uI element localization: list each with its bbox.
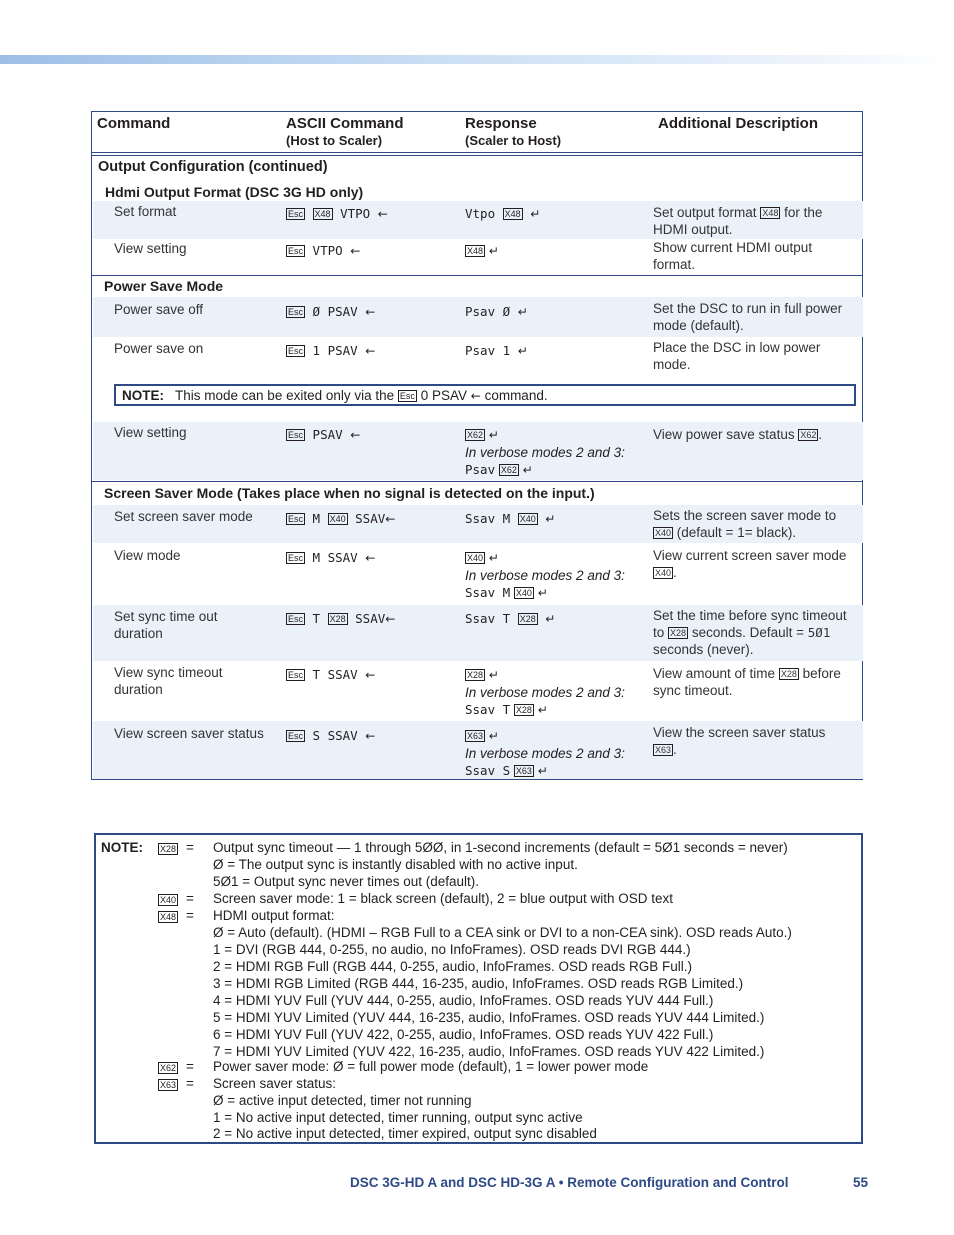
ascii-text: M SSAV [312, 550, 358, 565]
ascii-view-mode [286, 549, 456, 567]
ascii-text: T SSAV [312, 667, 358, 682]
ascii-text: T [312, 611, 321, 626]
cmd-power-on: Power save on [114, 341, 204, 356]
note-text: 0 PSAV [420, 388, 467, 403]
x62-key [158, 1059, 178, 1076]
desc-text: seconds (never). [653, 642, 754, 657]
header-response-sub: (Scaler to Host) [465, 133, 562, 148]
note-line: 3 = HDMI RGB Limited (RGB 444, 16-235, audio, InfoFrames. OSD reads RGB Limited.) [213, 976, 744, 991]
enter-arrow-icon: ← [365, 668, 376, 682]
header-description: Additional Description [658, 115, 819, 132]
x40-key: X40 [655, 528, 672, 538]
header-command: Command [97, 115, 171, 132]
desc-text: for the HDMI output. [653, 205, 823, 237]
x28-key: X28 [329, 614, 346, 624]
esc-key: Esc [288, 346, 304, 356]
desc-text: . [673, 742, 677, 757]
esc-key: Esc [288, 514, 304, 524]
x62-key: X62 [467, 430, 484, 440]
ascii-set-format [286, 205, 456, 223]
note-line: Ø = Auto (default). (HDMI – RGB Full to a CEA sink or DVI to a non-CEA sink). OSD reads Auto.) [213, 925, 792, 940]
x28-key: X28 [515, 705, 532, 715]
header-ascii: ASCII Command [286, 115, 404, 132]
note-line: 2 = No active input detected, timer expired, output sync disabled [213, 1126, 597, 1141]
ascii-view-sync [286, 666, 456, 684]
return-icon: ↵ [488, 244, 499, 258]
esc-key: Esc [288, 307, 304, 317]
note-line: 7 = HDMI YUV Limited (YUV 422, 16-235, audio, InfoFrames. OSD reads YUV 422 Limited.) [213, 1044, 765, 1059]
x48-key: X48 [762, 208, 779, 218]
x63-key [158, 1076, 178, 1093]
return-icon: ↵ [537, 586, 548, 600]
desc-view-status [653, 724, 853, 758]
enter-arrow-icon: ← [350, 244, 361, 258]
resp-view-sync [465, 666, 645, 719]
return-icon: ↵ [517, 344, 528, 358]
enter-arrow-icon: ← [385, 512, 396, 526]
resp-power-view [465, 426, 645, 479]
resp-text: Psav Ø [465, 304, 511, 319]
note-line: 5Ø1 = Output sync never times out (default). [213, 874, 480, 889]
x40-key: X40 [515, 588, 532, 598]
note-line: 1 = No active input detected, timer running, output sync active [213, 1110, 583, 1125]
resp-text: Ssav S [465, 763, 511, 778]
x62-key: X62 [800, 430, 817, 440]
resp-text: Ssav M [465, 511, 511, 526]
enter-arrow-icon: ← [365, 729, 376, 743]
cmd-set-format: Set format [114, 204, 177, 219]
cmd-set-sync: Set sync time out duration [114, 609, 218, 641]
table-header [92, 112, 862, 156]
note-label: NOTE: [122, 388, 164, 403]
x48-key: X48 [504, 209, 521, 219]
equals-sign: = [186, 1076, 194, 1091]
x28-key: X28 [519, 614, 536, 624]
x48-key: X48 [467, 246, 484, 256]
enter-arrow-icon: ← [350, 428, 361, 442]
ascii-text: SSAV [355, 611, 386, 626]
ascii-text: VTPO [340, 206, 371, 221]
ascii-text: SSAV [355, 511, 386, 526]
desc-view-setting: Show current HDMI output format. [653, 240, 813, 272]
section-divider [92, 275, 862, 276]
return-icon: ↵ [517, 305, 528, 319]
ascii-text: Ø PSAV [312, 304, 358, 319]
note-line: 5 = HDMI YUV Limited (YUV 444, 16-235, audio, InfoFrames. OSD reads YUV 444 Limited.) [213, 1010, 765, 1025]
desc-set-saver [653, 507, 853, 541]
resp-text: Vtpo [465, 206, 496, 221]
esc-key: Esc [288, 731, 304, 741]
desc-text: View amount of time [653, 666, 776, 681]
return-icon: ↵ [537, 764, 548, 778]
x63-key: X63 [515, 766, 532, 776]
x40-key: X40 [519, 514, 536, 524]
desc-text: . [673, 565, 677, 580]
enter-arrow-icon: ← [385, 612, 396, 626]
enter-arrow-icon: ← [377, 207, 388, 221]
footer-title: DSC 3G-HD A and DSC HD-3G A • Remote Configuration and Control [350, 1175, 789, 1190]
x63-key: X63 [655, 745, 672, 755]
variables-note [94, 833, 863, 1144]
desc-view-sync [653, 665, 853, 699]
equals-sign: = [186, 908, 194, 923]
command-table [91, 111, 863, 780]
x28-key: X28 [670, 628, 687, 638]
x62-key: X62 [500, 465, 517, 475]
return-icon: ↵ [488, 551, 499, 565]
cmd-set-saver: Set screen saver mode [114, 509, 253, 524]
esc-key: Esc [288, 614, 304, 624]
note-label: NOTE: [101, 840, 143, 855]
ascii-text: PSAV [312, 427, 343, 442]
verbose-note: In verbose modes 2 and 3: [465, 685, 625, 700]
ascii-text: 1 PSAV [312, 343, 358, 358]
return-icon: ↵ [522, 463, 533, 477]
ascii-power-off [286, 303, 456, 321]
ascii-set-saver [286, 510, 456, 528]
x48-key [158, 908, 178, 925]
resp-set-format [465, 205, 645, 223]
desc-power-on: Place the DSC in low power mode. [653, 340, 821, 372]
x40-key [158, 891, 178, 908]
resp-text: Ssav M [465, 585, 511, 600]
saver-subsection-title: Screen Saver Mode (Takes place when no signal is detected on the input.) [104, 485, 595, 501]
x40-key: X40 [329, 514, 346, 524]
desc-text: 5Ø1 [807, 625, 831, 640]
cmd-power-view: View setting [114, 425, 187, 440]
enter-arrow-icon: ← [365, 305, 376, 319]
section-divider [92, 481, 862, 482]
ascii-set-sync [286, 610, 456, 628]
note-line: 1 = DVI (RGB 444, 0-255, no audio, no InfoFrames). OSD reads DVI RGB 444.) [213, 942, 691, 957]
note-line: 6 = HDMI YUV Full (YUV 422, 0-255, audio, InfoFrames. OSD reads YUV 422 Full.) [213, 1027, 714, 1042]
note-line: Ø = active input detected, timer not running [213, 1093, 472, 1108]
ascii-power-on [286, 342, 456, 360]
verbose-note: In verbose modes 2 and 3: [465, 568, 625, 583]
esc-key: Esc [288, 430, 304, 440]
x40-key-text: X40 [160, 895, 177, 905]
ascii-text: VTPO [312, 243, 343, 258]
resp-text: Ssav T [465, 702, 511, 717]
note-text: This mode can be exited only via the [175, 388, 395, 403]
note-line: Power saver mode: Ø = full power mode (default), 1 = lower power mode [213, 1059, 649, 1074]
resp-view-setting [465, 242, 645, 260]
ascii-view-setting [286, 242, 456, 260]
resp-set-sync [465, 610, 645, 628]
return-icon: ↵ [545, 612, 556, 626]
return-icon: ↵ [530, 207, 541, 221]
cmd-power-off: Power save off [114, 302, 204, 317]
header-gradient-bar [0, 55, 954, 64]
esc-key: Esc [288, 670, 304, 680]
desc-set-sync [653, 607, 853, 658]
return-icon: ↵ [537, 703, 548, 717]
x28-key: X28 [467, 670, 484, 680]
note-line: 2 = HDMI RGB Full (RGB 444, 0-255, audio, InfoFrames. OSD reads RGB Full.) [213, 959, 693, 974]
header-double-rule [92, 152, 862, 156]
desc-text: View power save status [653, 427, 795, 442]
equals-sign: = [186, 891, 194, 906]
equals-sign: = [186, 840, 194, 855]
resp-power-off [465, 303, 645, 321]
x63-key-text: X63 [160, 1080, 177, 1090]
power-note-text [122, 387, 852, 405]
resp-text: Psav [465, 462, 496, 477]
equals-sign: = [186, 1059, 194, 1074]
ascii-text: M [312, 511, 321, 526]
note-line: Screen saver mode: 1 = black screen (default), 2 = blue output with OSD text [213, 891, 673, 906]
ascii-text: S SSAV [312, 728, 358, 743]
desc-view-mode [653, 547, 853, 581]
desc-text: Sets the screen saver mode to [653, 508, 837, 523]
note-line: 4 = HDMI YUV Full (YUV 444, 0-255, audio, InfoFrames. OSD reads YUV 444 Full.) [213, 993, 714, 1008]
esc-key: Esc [399, 391, 415, 401]
resp-power-on [465, 342, 645, 360]
return-icon: ↵ [488, 428, 499, 442]
resp-text: Ssav T [465, 611, 511, 626]
return-icon: ↵ [488, 668, 499, 682]
page-number: 55 [853, 1175, 869, 1190]
return-icon: ↵ [488, 729, 499, 743]
esc-key: Esc [288, 209, 304, 219]
cmd-view-setting: View setting [114, 241, 187, 256]
x28-key [158, 840, 178, 857]
note-line: Screen saver status: [213, 1076, 337, 1091]
desc-text: (default = 1= black). [676, 525, 797, 540]
cmd-view-status: View screen saver status [114, 726, 264, 741]
section-title: Output Configuration (continued) [98, 159, 328, 175]
x63-key: X63 [467, 731, 484, 741]
x40-key: X40 [467, 553, 484, 563]
enter-arrow-icon: ← [365, 551, 376, 565]
note-line: HDMI output format: [213, 908, 335, 923]
x48-key-text: X48 [160, 912, 177, 922]
esc-key: Esc [288, 553, 304, 563]
header-ascii-sub: (Host to Scaler) [286, 133, 383, 148]
x62-key-text: X62 [160, 1063, 177, 1073]
desc-power-off: Set the DSC to run in full power mode (default). [653, 301, 843, 333]
cmd-view-mode: View mode [114, 548, 181, 563]
x48-key: X48 [314, 209, 331, 219]
resp-view-status [465, 727, 645, 780]
note-text: command. [484, 388, 548, 403]
enter-arrow-icon: ← [470, 389, 481, 403]
return-icon: ↵ [545, 512, 556, 526]
power-note [114, 384, 856, 406]
cmd-view-sync: View sync timeout duration [114, 665, 223, 697]
header-response: Response [465, 115, 537, 132]
note-line: Output sync timeout — 1 through 5ØØ, in 1-second increments (default = 5Ø1 seconds = never) [213, 840, 788, 855]
desc-text: before sync timeout. [653, 666, 841, 698]
resp-set-saver [465, 510, 645, 528]
hdmi-subsection-title: Hdmi Output Format (DSC 3G HD only) [105, 184, 364, 200]
ascii-view-status [286, 727, 456, 745]
verbose-note: In verbose modes 2 and 3: [465, 445, 625, 460]
desc-text: Set the time before sync timeout to [653, 608, 847, 640]
enter-arrow-icon: ← [365, 344, 376, 358]
desc-text: seconds. Default = [691, 625, 805, 640]
x28-key: X28 [780, 669, 797, 679]
resp-view-mode [465, 549, 645, 602]
desc-text: Set output format [653, 205, 757, 220]
note-line: Ø = The output sync is instantly disabled with no active input. [213, 857, 578, 872]
resp-text: Psav 1 [465, 343, 511, 358]
esc-key: Esc [288, 246, 304, 256]
power-subsection-title: Power Save Mode [104, 278, 224, 294]
desc-set-format [653, 204, 853, 238]
desc-power-view: View power save status X62 . [653, 427, 823, 442]
x28-key-text: X28 [160, 844, 177, 854]
x40-key: X40 [655, 568, 672, 578]
ascii-power-view [286, 426, 456, 444]
verbose-note: In verbose modes 2 and 3: [465, 746, 625, 761]
desc-text: View the screen saver status [653, 725, 826, 740]
desc-text: View current screen saver mode [653, 548, 847, 563]
